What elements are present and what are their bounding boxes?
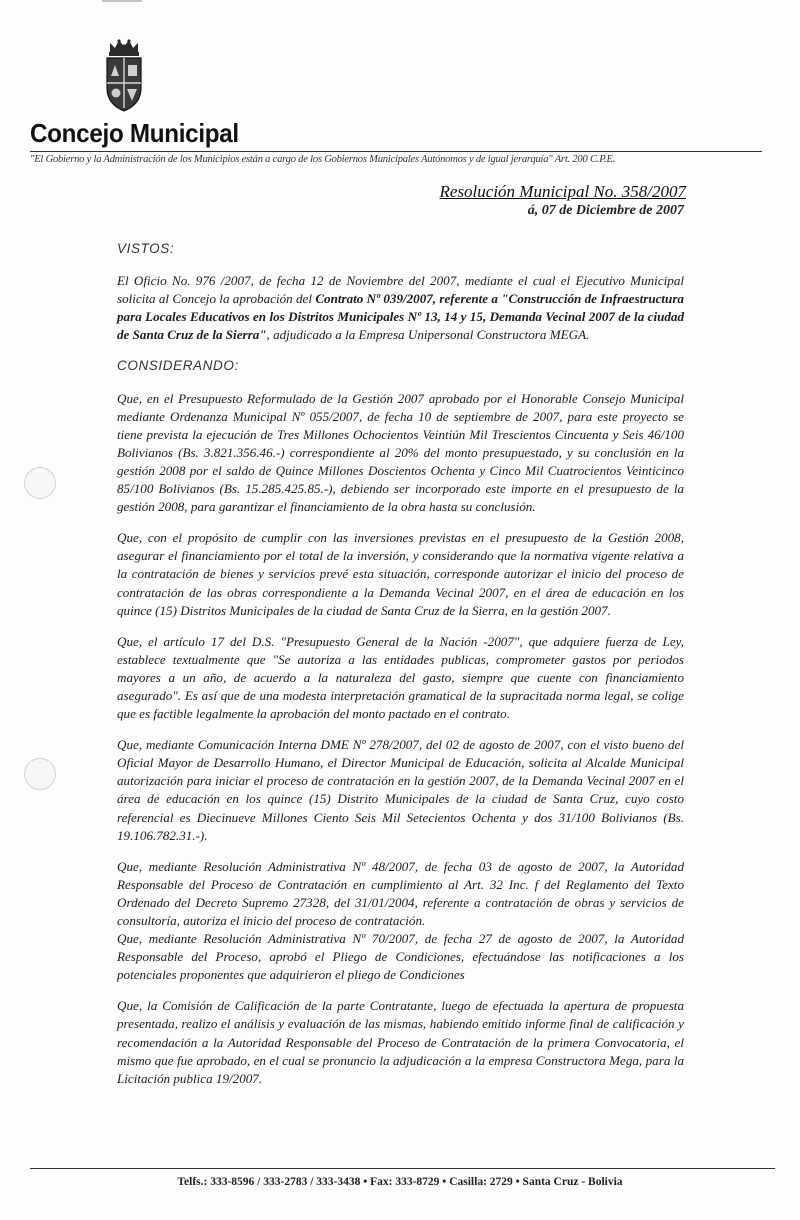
vistos-paragraph [117,272,684,344]
considerando-paragraph: Que, el artículo 17 del D.S. "Presupuesto General de la Nación -2007", que adquiere fuerza de Ley, establece textualmente que "Se autoriza a las entidades publicas, comprometer gastos por periodos mayores a un año, de acuerdo a la naturaleza del gasto, siempre que cuente con financiamiento asegurado". Es así que de una modesta interpretación gramatical de la supracitada norma legal, se colige que es factible legalmente la aprobación del monto pactado en el contrato. [117,633,684,722]
footer-contact: Telfs.: 333-8596 / 333-2783 / 333-3438 • Fax: 333-8729 • Casilla: 2729 • Santa Cruz - Bolivia [177,1176,623,1188]
vistos-text-contract: Contrato Nº 039/2007, referente a "Construcción de Infraestructura para Locales Educativos en los Distritos Municipales Nº 13, 14 y 15, Demanda Vecinal 2007 de la ciudad de Santa Cruz de la Sierra" [117,291,684,343]
org-name: Concejo Municipal [30,118,239,148]
footer-divider [30,1168,775,1169]
considerando-paragraph: Que, con el propósito de cumplir con las inversiones previstas en el presupuesto de la Gestión 2008, asegurar el financiamiento por el total de la inversión, y considerando que la normativa vigente relativa a la contratación de bienes y servicios prevé esta situación, corresponde autorizar el inicio del proceso de contratación de las obras correspondiente a la Demanda Vecinal 2007, en el área de educación en los quince (15) Distritos Municipales de la ciudad de Santa Cruz de la Sierra, en la gestión 2007. [117,530,684,618]
header-divider [30,151,762,152]
considerando-heading: CONSIDERANDO: [117,358,239,374]
resolution-title: Resolución Municipal No. 358/2007 [439,182,686,201]
considerando-paragraph: Que, mediante Resolución Administrativa Nº 70/2007, de fecha 27 de agosto de 2007, la Autoridad Responsable del Proceso, aprobó el Pliego de Condiciones, efectuándose las notificaciones a los potenciales proponentes que adquirieron el pliego de Condiciones [117,931,684,983]
document-body [117,240,684,1101]
considerando-paragraph: Que, mediante Comunicación Interna DME Nº 278/2007, del 02 de agosto de 2007, con el visto bueno del Oficial Mayor de Desarrollo Humano, el Director Municipal de Educación, solicita al Alcalde Municipal autorización para iniciar el proceso de contratación en la gestión 2007, de la Demanda Vecinal 2007 en el área de educación en los quince (15) Distrito Municipales de la ciudad de Santa Cruz, cuyo costo referencial es Diecinueve Millones Ciento Seis Mil Setecientos Ochenta y dos 31/100 Bolivianos (Bs. 19.106.782.31.-). [117,737,684,843]
considerando-paragraph: Que, mediante Resolución Administrativa Nº 48/2007, de fecha 03 de agosto de 2007, la Autoridad Responsable del Proceso de Contratación en cumplimiento al Art. 32 Inc. f del Reglamento del Texto Ordenado del Decreto Supremo 27328, del 31/01/2004, referente a contratación de obras y servicios de consultoría, autoriza el inicio del proceso de contratación. [117,858,684,928]
vistos-text-outro: , adjudicado a la Empresa Unipersonal Constructora MEGA. [266,327,590,343]
punch-hole-lower [24,758,56,790]
resolution-date: á, 07 de Diciembre de 2007 [527,203,684,218]
constitution-motto: "El Gobierno y la Administración de los Municipios están a cargo de los Gobiernos Municipales Autónomos y de igual jerarquía" Art. 200 C.P.E. [30,154,616,165]
considerando-paragraph: Que, en el Presupuesto Reformulado de la Gestión 2007 aprobado por el Honorable Consejo Municipal mediante Ordenanza Municipal Nº 055/2007, de fecha 10 de septiembre de 2007, para este proyecto se tiene prevista la ejecución de Tres Millones Ochocientos Veintiún Mil Trescientos Cincuenta y Seis 46/100 Bolivianos (Bs. 3.821.356.46.-) correspondiente al 20% del monto presupuestado, y su conclusión en la gestión 2008 por el saldo de Quince Millones Doscientos Ochenta y Cinco Mil Cuatrocientos Veinticinco 85/100 Bolivianos (Bs. 15.285.425.85.-), debiendo ser incorporado este importe en el presupuesto de la gestión 2008, para garantizar el financiamiento de la obra hasta su conclusión. [117,390,684,515]
vistos-heading: VISTOS: [117,241,175,256]
considerando-paragraph: Que, la Comisión de Calificación de la parte Contratante, luego de efectuada la apertura de propuesta presentada, realizo el análisis y evaluación de las mismas, habiendo emitido informe final de calificación y recomendación a la Autoridad Responsable del Proceso de Contratación de la primera Convocatoria, el mismo que fue aprobado, en el cual se pronuncio la adjudicación a la empresa Constructora Mega, para la Licitación publica 19/2007. [117,998,684,1086]
scan-artifact [102,0,142,2]
punch-hole-upper [24,467,56,499]
vistos-text-intro: El Oficio No. 976 /2007, de fecha 12 de Noviembre del 2007, mediante el cual el Ejecutivo Municipal solicita al Concejo la aprobación del [117,273,684,307]
coat-of-arms-icon [100,38,148,114]
